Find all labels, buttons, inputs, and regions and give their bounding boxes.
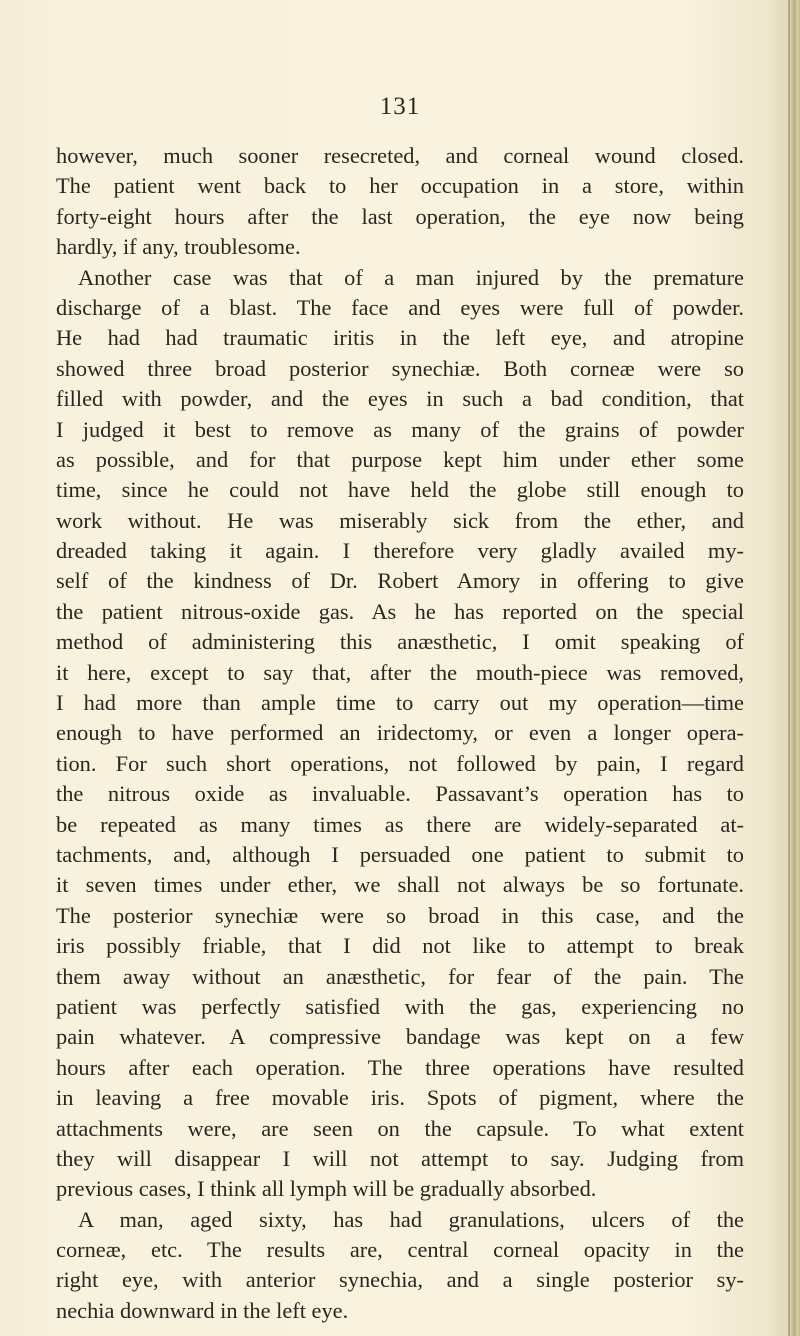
text-line: time, since he could not have held the globe still enough to [56,477,744,503]
page-edge-line [788,0,790,1336]
text-line: He had had traumatic iritis in the left eye, and atropine [56,325,744,351]
text-line: in leaving a free movable iris. Spots of pigment, where the [56,1085,744,1111]
text-line: it here, except to say that, after the mouth-piece was removed, [56,659,744,685]
text-line: as possible, and for that purpose kept him under ether some [56,446,744,472]
text-line: self of the kindness of Dr. Robert Amory in offering to give [56,568,744,594]
text-line: the patient nitrous-oxide gas. As he has reported on the special [56,598,744,624]
text-line: A man, aged sixty, has had granulations, ulcers of the [78,1206,744,1232]
text-line: be repeated as many times as there are widely-separated at- [56,811,744,837]
text-line: them away without an anæsthetic, for fear of the pain. The [56,963,744,989]
text-line: pain whatever. A compressive bandage was kept on a few [56,1024,744,1050]
text-line: previous cases, I think all lymph will be gradually absorbed. [56,1176,597,1202]
body-text [56,141,744,1326]
text-line: it seven times under ether, we shall not always be so fortunate. [56,872,744,898]
text-line: right eye, with anterior synechia, and a single posterior sy- [56,1267,744,1293]
text-line: attachments were, are seen on the capsule. To what extent [56,1115,744,1141]
text-line: patient was perfectly satisfied with the gas, experiencing no [56,993,744,1019]
text-line: corneæ, etc. The results are, central corneal opacity in the [56,1237,744,1263]
text-line: they will disappear I will not attempt to say. Judging from [56,1145,744,1171]
text-line: however, much sooner resecreted, and corneal wound closed. [56,143,744,168]
text-line: dreaded taking it again. I therefore very gladly availed my- [56,538,744,564]
text-line: work without. He was miserably sick from the ether, and [56,507,744,533]
text-line: showed three broad posterior synechiæ. Both corneæ were so [56,355,744,381]
text-line: iris possibly friable, that I did not like to attempt to break [56,933,744,959]
text-line: The patient went back to her occupation in a store, within [56,173,744,199]
text-line: I judged it best to remove as many of the grains of powder [56,416,744,442]
text-line: the nitrous oxide as invaluable. Passavant’s operation has to [56,781,744,807]
text-line: The posterior synechiæ were so broad in this case, and the [56,902,744,928]
text-line: Another case was that of a man injured by the premature [78,264,744,290]
text-line: hardly, if any, troublesome. [56,234,301,260]
text-line: enough to have performed an iridectomy, or even a longer opera- [56,720,744,746]
text-line: tion. For such short operations, not followed by pain, I regard [56,750,744,776]
text-line: tachments, and, although I persuaded one patient to submit to [56,841,744,867]
text-line: hours after each operation. The three operations have resulted [56,1054,744,1080]
text-line: I had more than ample time to carry out my operation—time [56,690,744,716]
text-line: discharge of a blast. The face and eyes were full of powder. [56,294,744,320]
text-line: method of administering this anæsthetic, I omit speaking of [56,629,744,655]
page-number: 131 [379,93,421,120]
text-line: forty-eight hours after the last operation, the eye now being [56,203,744,229]
text-line: nechia downward in the left eye. [56,1297,349,1323]
text-line: filled with powder, and the eyes in such a bad condition, that [56,386,744,412]
